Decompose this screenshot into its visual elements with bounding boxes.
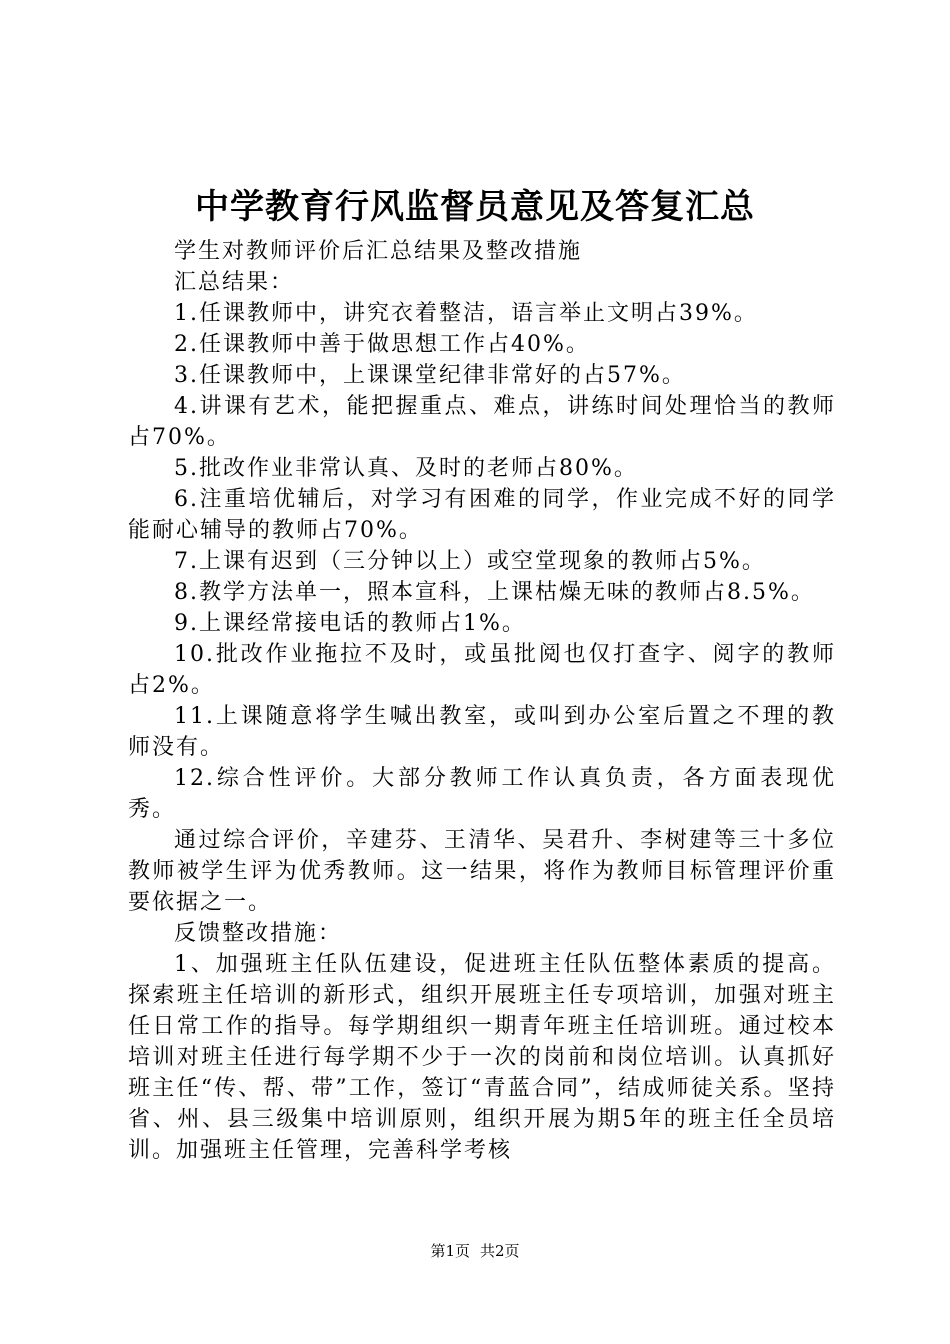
- subtitle-paragraph: 学生对教师评价后汇总结果及整改措施: [174, 239, 583, 264]
- summary-item: 1.任课教师中，讲究衣着整洁，语言举止文明占39%。: [174, 301, 758, 326]
- summary-item: 7.上课有迟到（三分钟以上）或空堂现象的教师占5%。: [174, 549, 766, 574]
- summary-item: 4.讲课有艺术，能把握重点、难点，讲练时间处理恰当的教师占70%。: [128, 394, 836, 450]
- section-heading-measures: 反馈整改措施：: [174, 921, 343, 946]
- summary-item: 2.任课教师中善于做思想工作占40%。: [174, 332, 590, 357]
- page-total: 共2页: [480, 1242, 520, 1260]
- summary-item: 10.批改作业拖拉不及时，或虽批阅也仅打查字、阅字的教师占2%。: [128, 642, 836, 698]
- summary-item: 5.批改作业非常认真、及时的老师占80%。: [174, 456, 638, 481]
- summary-item: 11.上课随意将学生喊出教室，或叫到办公室后置之不理的教师没有。: [128, 704, 836, 760]
- section-heading-summary: 汇总结果：: [174, 270, 295, 295]
- document-body: [128, 236, 836, 1166]
- summary-item: 3.任课教师中，上课课堂纪律非常好的占57%。: [174, 363, 686, 388]
- summary-item: 9.上课经常接电话的教师占1%。: [174, 611, 526, 636]
- page-number: 第1页: [430, 1242, 470, 1260]
- summary-item: 6.注重培优辅后，对学习有困难的同学，作业完成不好的同学能耐心辅导的教师占70%。: [128, 487, 836, 543]
- summary-item: 12.综合性评价。大部分教师工作认真负责，各方面表现优秀。: [128, 766, 836, 822]
- page-footer: [0, 1240, 950, 1262]
- document-title: 中学教育行风监督员意见及答复汇总: [195, 187, 755, 227]
- summary-item: 8.教学方法单一，照本宣科，上课枯燥无味的教师占8.5%。: [174, 580, 815, 605]
- evaluation-paragraph: 通过综合评价，辛建芬、王清华、吴君升、李树建等三十多位教师被学生评为优秀教师。这一结果，将作为教师目标管理评价重要依据之一。: [128, 828, 836, 915]
- measure-paragraph: 1、加强班主任队伍建设，促进班主任队伍整体素质的提高。探索班主任培训的新形式，组织开展班主任专项培训，加强对班主任日常工作的指导。每学期组织一期青年班主任培训班。通过校本培训对班主任进行每学期不少于一次的岗前和岗位培训。认真抓好班主任“传、帮、带”工作，签订“青蓝合同”，结成师徒关系。坚持省、州、县三级集中培训原则，组织开展为期5年的班主任全员培训。加强班主任管理，完善科学考核: [128, 952, 836, 1163]
